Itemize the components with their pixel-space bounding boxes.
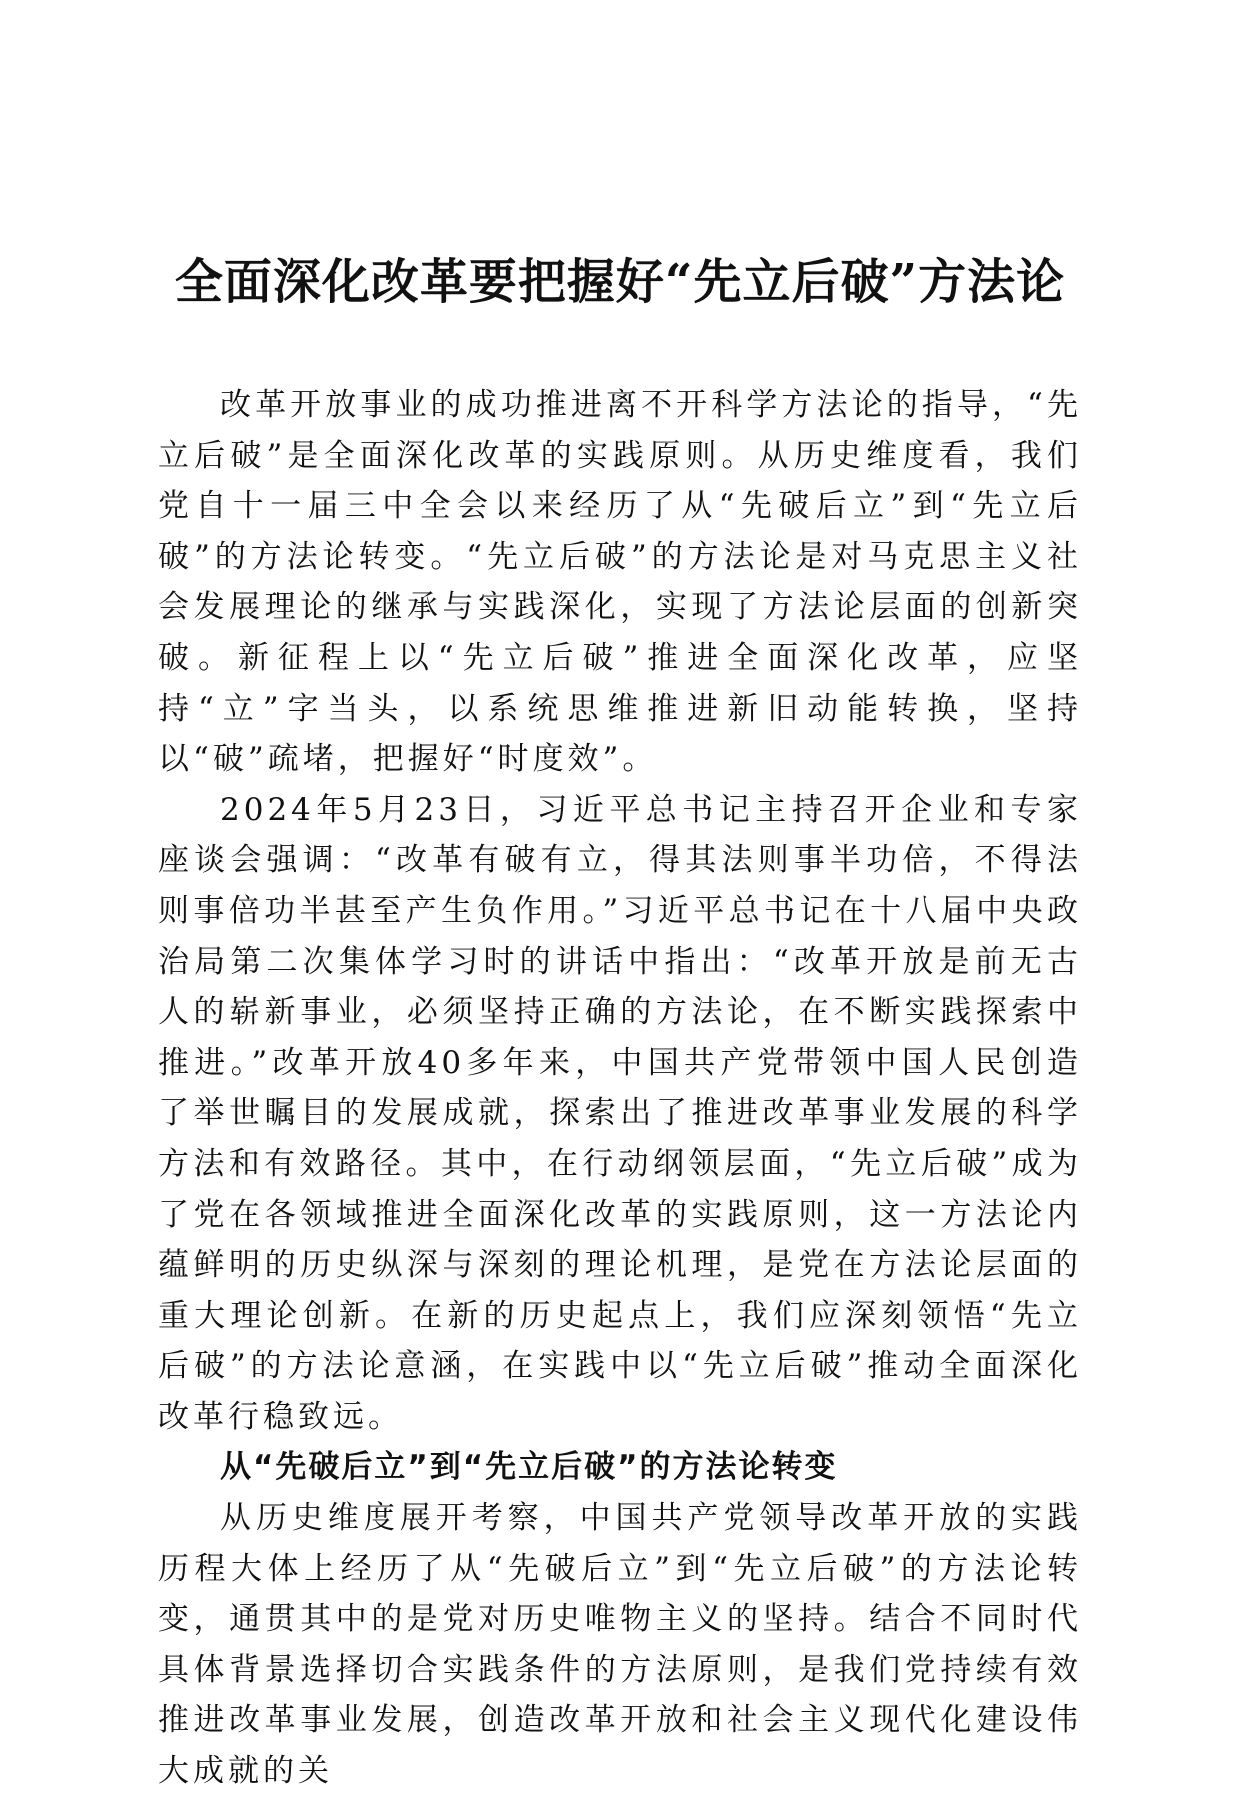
section-paragraph: 从历史维度展开考察，中国共产党领导改革开放的实践历程大体上经历了从“先破后立”到“先立后破”的方法论转变，通贯其中的是党对历史唯物主义的坚持。结合不同时代具体背景选择切合实践条件的方法原则，是我们党持续有效推进改革事业发展，创造改革开放和社会主义现代化建设伟大成就的关: [158, 1500, 1082, 1790]
document-title: 全面深化改革要把握好“先立后破”方法论: [174, 254, 1066, 310]
body-paragraph: 2024年5月23日，习近平总书记主持召开企业和专家座谈会强调：“改革有破有立，得其法则事半功倍，不得法则事倍功半甚至产生负作用。”习近平总书记在十八届中央政治局第二次集体学习时的讲话中指出：“改革开放是前无古人的崭新事业，必须坚持正确的方法论，在不断实践探索中推进。”改革开放40多年来，中国共产党带领中国人民创造了举世瞩目的发展成就，探索出了推进改革事业发展的科学方法和有效路径。其中，在行动纲领层面，“先立后破”成为了党在各领域推进全面深化改革的实践原则，这一方法论内蕴鲜明的历史纵深与深刻的理论机理，是党在方法论层面的重大理论创新。在新的历史起点上，我们应深刻领悟“先立后破”的方法论意涵，在实践中以“先立后破”推动全面深化改革行稳致远。: [158, 791, 1082, 1435]
intro-paragraph: 改革开放事业的成功推进离不开科学方法论的指导，“先立后破”是全面深化改革的实践原则。从历史维度看，我们党自十一届三中全会以来经历了从“先破后立”到“先立后破”的方法论转变。“先立后破”的方法论是对马克思主义社会发展理论的继承与实践深化，实现了方法论层面的创新突破。新征程上以“先立后破”推进全面深化改革，应坚持“立”字当头，以系统思维推进新旧动能转换，坚持以“破”疏堵，把握好“时度效”。: [158, 387, 1082, 778]
document-body: [158, 380, 1082, 1797]
section-heading: 从“先破后立”到“先立后破”的方法论转变: [220, 1449, 838, 1486]
